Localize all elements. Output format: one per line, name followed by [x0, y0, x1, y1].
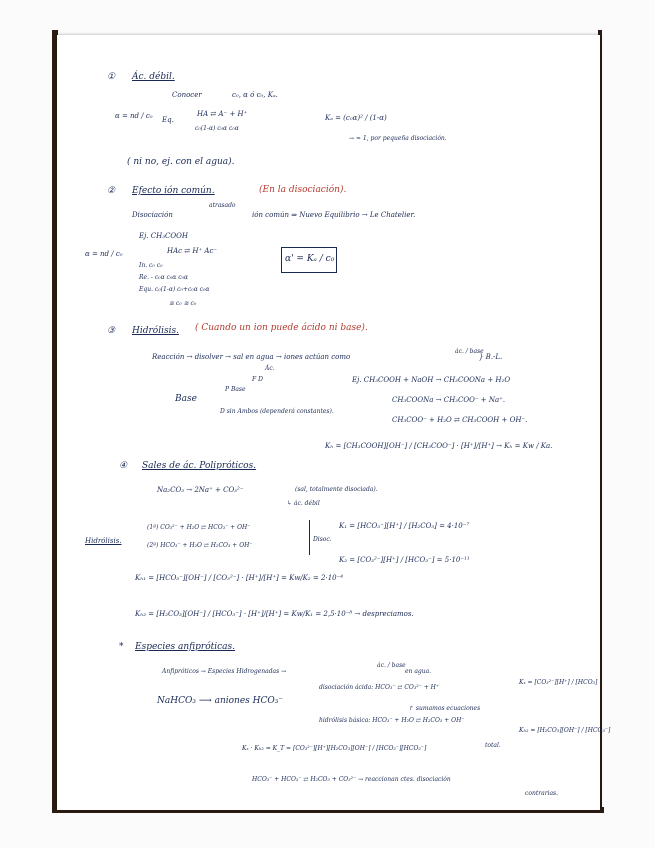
ice-approximation-row: ≅ c₀ ≅ c₀ — [169, 300, 197, 307]
atrasado-label: atrasado — [209, 202, 236, 209]
kh2-anfiprotic-formula: Kₕ₂ = [H₂CO₃][OH⁻] / [HCO₃⁻] — [519, 727, 611, 734]
conocer-label: Conocer — [172, 91, 202, 99]
fuerte-debil-row: P Base — [225, 386, 246, 393]
disociacion-label: Disociación — [132, 211, 173, 219]
alpha-formula: α = nd / c₀ — [115, 112, 153, 120]
section-1-number: ① — [107, 72, 116, 82]
ha-reaction: HA ⇄ A⁻ + H⁺ — [197, 110, 248, 118]
example-acetic: Ej. CH₃COOH — [139, 232, 188, 240]
sum-equations-note: ↱ sumamos ecuaciones — [409, 705, 481, 712]
hydrolysis-definition: Reacción → disolver → sal en agua → iones actúan como — [152, 353, 351, 361]
acid-base-brace: ác. / base — [455, 348, 484, 355]
section-3-title: Hidrólisis. — [132, 326, 179, 336]
alpha-prime-formula: α' = Kₐ / c₀ — [285, 254, 335, 264]
k2-formula: K₂ = [CO₃²⁻][H⁺] / [HCO₃⁻] = 5·10⁻¹¹ — [339, 556, 470, 564]
kh1-formula: Kₕ₁ = [HCO₃⁻][OH⁻] / [CO₃²⁻] · [H⁺]/[H⁺] = Kw/K₂ = 2·10⁻⁴ — [135, 574, 344, 582]
disoc-label: Disoc. — [313, 536, 332, 543]
acid-column-header: Ác. — [265, 365, 275, 372]
ice-reaction-row: Re. - c₀α c₀α c₀α — [139, 274, 189, 281]
ka-approximation-note: → ≈ 1, por pequeña disociación. — [349, 135, 447, 142]
conocer-values: c₀, α ó c₀, Kₐ. — [232, 91, 278, 99]
section-2-subtitle: (En la disociación). — [259, 185, 347, 195]
acid-dissociation-line: disociación ácida: HCO₃⁻ ⇄ CO₃²⁻ + H⁺ — [319, 684, 440, 691]
salt-dissociation-note: (sal, totalmente disociada). — [295, 486, 378, 493]
section-1-title: Ác. débil. — [132, 72, 175, 82]
section-3-subtitle: ( Cuando un ion puede ácido ni base). — [195, 323, 368, 333]
hac-reaction: HAc ⇄ H⁺ Ac⁻ — [167, 247, 218, 255]
anfiproticos-definition: Anfipróticos → Especies Hidrogenadas → — [162, 668, 287, 675]
k1-formula: K₁ = [HCO₃⁻][H⁺] / [H₂CO₃] = 4·10⁻⁷ — [339, 522, 470, 530]
hydrolysis-step-1: (1ª) CO₃²⁻ + H₂O ⇄ HCO₃⁻ + OH⁻ — [147, 524, 251, 531]
anfiproticos-brace: ác. / base — [377, 662, 406, 669]
hidrolisis-label: Hidrólisis. — [85, 537, 122, 545]
separator-line — [309, 520, 310, 555]
ha-reaction-equilibrium: c₀(1-α) c₀α c₀α — [195, 125, 239, 132]
kx-formula: Kₓ = [CO₃²⁻][H⁺] / [HCO₃] — [519, 679, 598, 686]
ion-comun-line: ión común ⇒ Nuevo Equilibrio → Le Chatelier. — [252, 211, 416, 219]
alpha-formula-left: α = nd / c₀ — [85, 250, 123, 258]
section-2-title: Efecto ión común. — [132, 186, 215, 196]
base-row-values: D sin Ambos (dependerá constantes). — [220, 408, 334, 415]
final-reaction: HCO₃⁻ + HCO₃⁻ ⇄ H₂CO₃ + CO₃²⁻ → reaccionan ctes. disociación — [252, 776, 451, 783]
fuerte-debil-header: F D — [252, 376, 263, 383]
section-4-title: Sales de ác. Polipróticos. — [142, 461, 257, 471]
base-row-label: Base — [175, 394, 197, 404]
example-3-reaction: CH₃COO⁻ + H₂O ⇄ CH₃COOH + OH⁻. — [392, 416, 528, 424]
section-4-number: ④ — [119, 461, 128, 471]
water-note: ( ni no, ej. con el agua). — [127, 157, 235, 167]
basic-hydrolysis-line: hidrólisis básica: HCO₃⁻ + H₂O ⇄ H₂CO₃ + OH⁻ — [319, 717, 465, 724]
ka-formula: Kₐ = (c₀α)² / (1-α) — [325, 114, 387, 122]
handwritten-page — [57, 35, 611, 810]
na2co3-dissociation: Na₂CO₃ → 2Na⁺ + CO₃²⁻ — [157, 486, 244, 494]
kh2-formula: Kₕ₂ = [H₂CO₃][OH⁻] / [HCO₃⁻] · [H⁺]/[H⁺] = Kw/K₁ = 2,5·10⁻⁸ → despreciamos. — [135, 610, 414, 618]
example-2-reaction: CH₃COONa → CH₃COO⁻ + Na⁺. — [392, 396, 506, 404]
hydrolysis-step-2: (2ª) HCO₃⁻ + H₂O ⇄ H₂CO₃ + OH⁻ — [147, 542, 253, 549]
kh-formula: Kₕ = [CH₃COOH][OH⁻] / [CH₃COO⁻] · [H⁺]/[H⁺] → Kₕ = Kw / Ka. — [325, 442, 553, 450]
weak-acid-note: ↳ ác. débil — [287, 500, 320, 507]
ice-equilibrium-row: Equ. c₀(1-α) c₀+c₀α c₀α — [139, 286, 210, 293]
section-5-bullet: * — [119, 642, 124, 652]
eq-label: Eq. — [162, 116, 174, 124]
example-1-reaction: Ej. CH₃COOH + NaOH → CH₃COONa + H₂O — [352, 376, 511, 384]
section-3-number: ③ — [107, 326, 116, 336]
kt-product-formula: Kₓ · Kₕ₂ = K_T = [CO₃²⁻][H⁺][H₂CO₃][OH⁻] / [HCO₃⁻][HCO₃⁻] — [242, 745, 427, 752]
ice-initial-row: In. c₀ c₀ — [139, 262, 163, 269]
anfiproticos-end: en agua. — [405, 668, 432, 675]
nahco3-line: NaHCO₃ ⟶ aniones HCO₃⁻ — [157, 696, 284, 706]
section-5-title: Especies anfipróticas. — [135, 642, 236, 652]
bronsted-lowry-note: } B.-L. — [479, 353, 503, 361]
total-label: total. — [485, 742, 501, 749]
final-reaction-end: contrarias. — [525, 790, 559, 797]
section-2-number: ② — [107, 186, 116, 196]
